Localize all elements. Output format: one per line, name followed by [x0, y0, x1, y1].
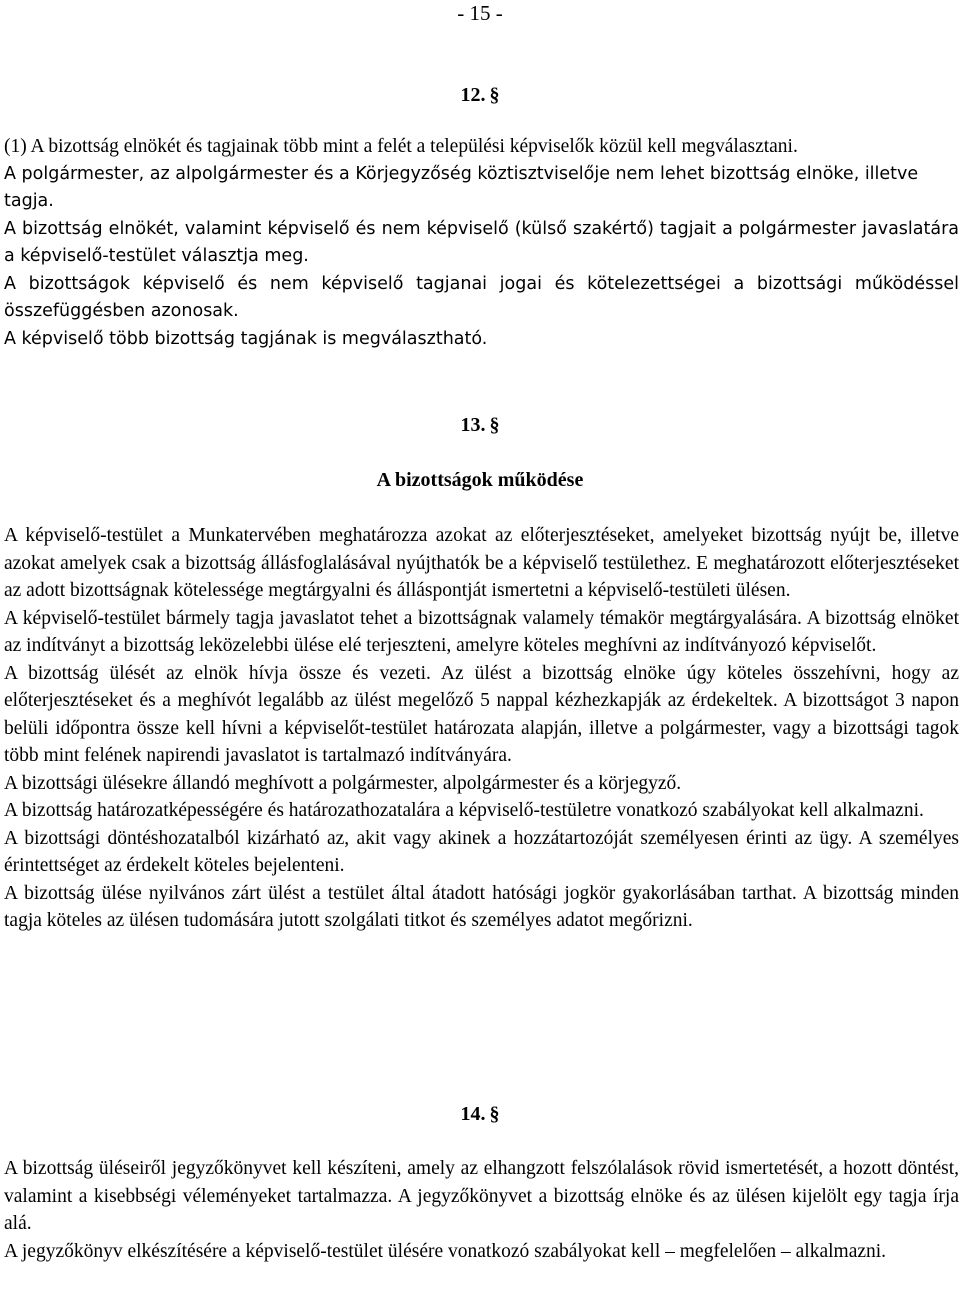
paragraph-symbol: §	[489, 84, 500, 106]
page-number: - 15 -	[457, 1, 503, 25]
paragraph-symbol: §	[489, 1103, 500, 1125]
paragraph: A bizottság üléseiről jegyzőkönyvet kell készíteni, amely az elhangzott felszólalások rövid ismertetését, a hozott döntést, valamint a kisebbségi véleményeket tartalmazza. A jegyzőkönyvet a bizottság elnöke és az ülésen kijelölt egy tagja írja alá.	[4, 1158, 959, 1234]
section-12-heading	[0, 82, 960, 108]
section-13-title: A bizottságok működése	[376, 469, 584, 491]
section-number: 14.	[460, 1103, 486, 1125]
paragraph: A bizottság ülését az elnök hívja össze és vezeti. Az ülést a bizottság elnöke úgy köteles összehívni, hogy az előterjesztéseket és a meghívót legalább az ülést megelőző 5 nappal kézhezkapják az érdekeltek. A bizottságot 3 napon belüli időpontra össze kell hívni a képviselőt-testület határozata alapján, illetve a polgármester, vagy a bizottsági tagok több mint felének napirendi javaslatot is tartalmazó indítványára.	[4, 662, 959, 766]
section-12-body	[4, 133, 959, 353]
paragraph: A bizottsági döntéshozatalból kizárható az, akit vagy akinek a hozzátartozóját személyesen érinti az ügy. A személyes érintettséget az érdekelt köteles bejelenteni.	[4, 827, 959, 876]
paragraph: A bizottság határozatképességére és határozathozatalára a képviselő-testületre vonatkozó szabályokat kell alkalmazni.	[4, 800, 924, 821]
paragraph: A bizottságok képviselő és nem képviselő tagjanai jogai és kötelezettségei a bizottsági működéssel összefüggésben azonosak.	[4, 273, 959, 321]
paragraph: A bizottsági ülésekre állandó meghívott a polgármester, alpolgármester és a körjegyző.	[4, 772, 682, 794]
section-14-heading	[0, 1101, 960, 1127]
paragraph: A polgármester, az alpolgármester és a Körjegyzőség köztisztviselője nem lehet bizottság elnöke, illetve tagja.	[4, 163, 919, 211]
paragraph: A bizottság ülése nyilvános zárt ülést a testület által átadott hatósági jogkör gyakorlásában tarthat. A bizottság minden tagja köteles az ülésen tudomására jutott szolgálati titkot és személyes adatot megőrizni.	[4, 882, 959, 931]
section-number: 12.	[460, 84, 486, 106]
paragraph: A bizottság elnökét, valamint képviselő és nem képviselő (külső szakértő) tagjait a polgármester javaslatára a képviselő-testület választja meg.	[4, 218, 959, 266]
paragraph-symbol: §	[489, 414, 500, 436]
paragraph: A képviselő több bizottság tagjának is megválasztható.	[4, 328, 488, 349]
paragraph: A képviselő-testület a Munkatervében meghatározza azokat az előterjesztéseket, amelyeket bizottság nyújt be, illetve azokat amelyek csak a bizottság állásfoglalásával nyújthatók be a képviselő testülethez. E meghatározott előterjesztéseket az adott bizottságnak kötelessége megtárgyalni és álláspontját ismertetni a képviselő-testületi ülésen.	[4, 525, 959, 601]
section-14-body	[4, 1155, 959, 1265]
section-number: 13.	[460, 414, 486, 436]
section-13-body	[4, 522, 959, 935]
paragraph: A jegyzőkönyv elkészítésére a képviselő-testület ülésére vonatkozó szabályokat kell – megfelelően – alkalmazni.	[4, 1240, 887, 1262]
paragraph: (1) A bizottság elnökét és tagjainak több mint a felét a települési képviselők közül kell megválasztani.	[4, 136, 798, 157]
section-13-heading	[0, 412, 960, 438]
paragraph: A képviselő-testület bármely tagja javaslatot tehet a bizottságnak valamely témakör megtárgyalására. A bizottság elnöket az indítványt a bizottság leközelebbi ülése elé terjeszteni, amelyre köteles meghívni az indítványozó képviselőt.	[4, 607, 959, 656]
